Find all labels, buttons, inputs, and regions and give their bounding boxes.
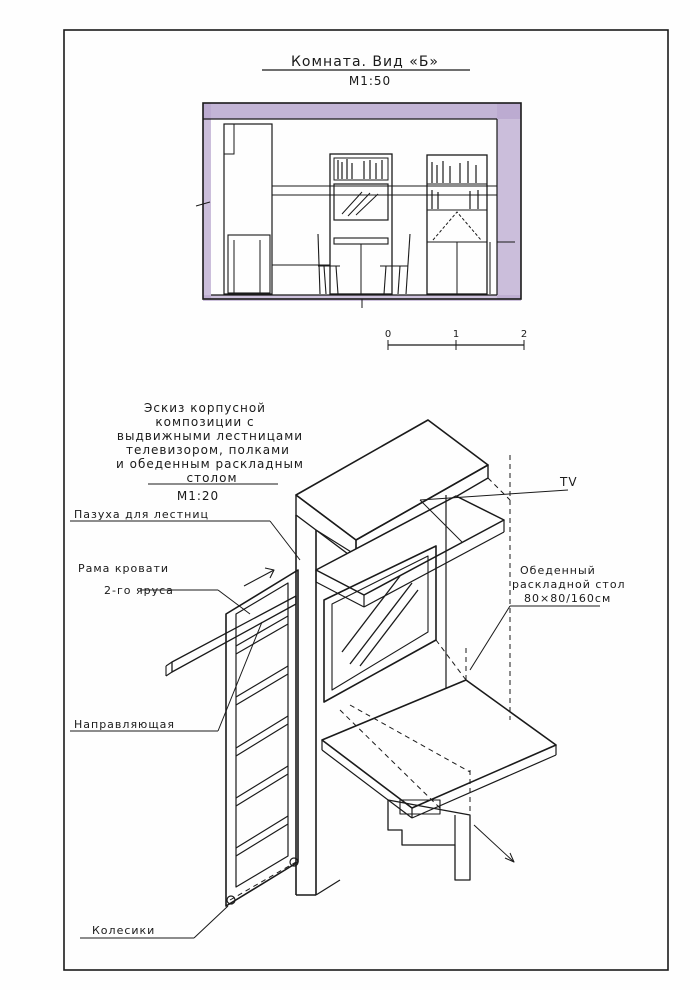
left-bunk-unit — [224, 124, 272, 294]
label-table-2: раскладной стол — [512, 578, 626, 591]
elevation-scale: М1:50 — [348, 74, 392, 88]
scale-tick-2: 2 — [520, 329, 528, 340]
isometric-sketch — [166, 420, 556, 906]
sketch-title-line-2: композиции с — [155, 415, 255, 429]
label-tv: TV — [560, 475, 578, 489]
elevation-title: Комната. Вид «Б» — [290, 54, 440, 70]
label-wheels: Колесики — [92, 924, 156, 937]
label-bed-frame-1: Рама кровати — [78, 562, 170, 575]
sketch-title-line-6: столом — [186, 471, 238, 485]
left-wall-section — [203, 103, 211, 299]
callout-leaders — [70, 490, 600, 938]
pull-out-ladder — [226, 570, 298, 906]
elevation-table — [334, 238, 388, 244]
label-bed-frame-2: 2-го яруса — [104, 584, 174, 597]
sketch-title-line-1: Эскиз корпусной — [144, 401, 266, 415]
label-stair-niche: Пазуха для лестниц — [74, 508, 209, 521]
sketch-title-line-5: и обеденным раскладным — [116, 457, 304, 471]
guide-rail — [166, 596, 296, 676]
label-guide-rail: Направляющая — [74, 718, 176, 731]
folding-table — [322, 680, 556, 808]
right-wall-section — [497, 103, 521, 299]
scale-tick-1: 1 — [452, 329, 460, 340]
sketch-scale: М1:20 — [176, 489, 220, 503]
label-table-3: 80×80/160см — [524, 592, 612, 605]
room-elevation — [196, 103, 521, 308]
scale-tick-0: 0 — [384, 329, 392, 340]
label-table-1: Обеденный — [520, 564, 596, 577]
scale-bar — [388, 340, 524, 350]
ceiling-slab — [203, 103, 521, 119]
elevation-chairs — [318, 234, 410, 294]
sketch-title-line-4: телевизором, полками — [126, 443, 290, 457]
sketch-title-line-3: выдвижными лестницами — [116, 429, 304, 443]
